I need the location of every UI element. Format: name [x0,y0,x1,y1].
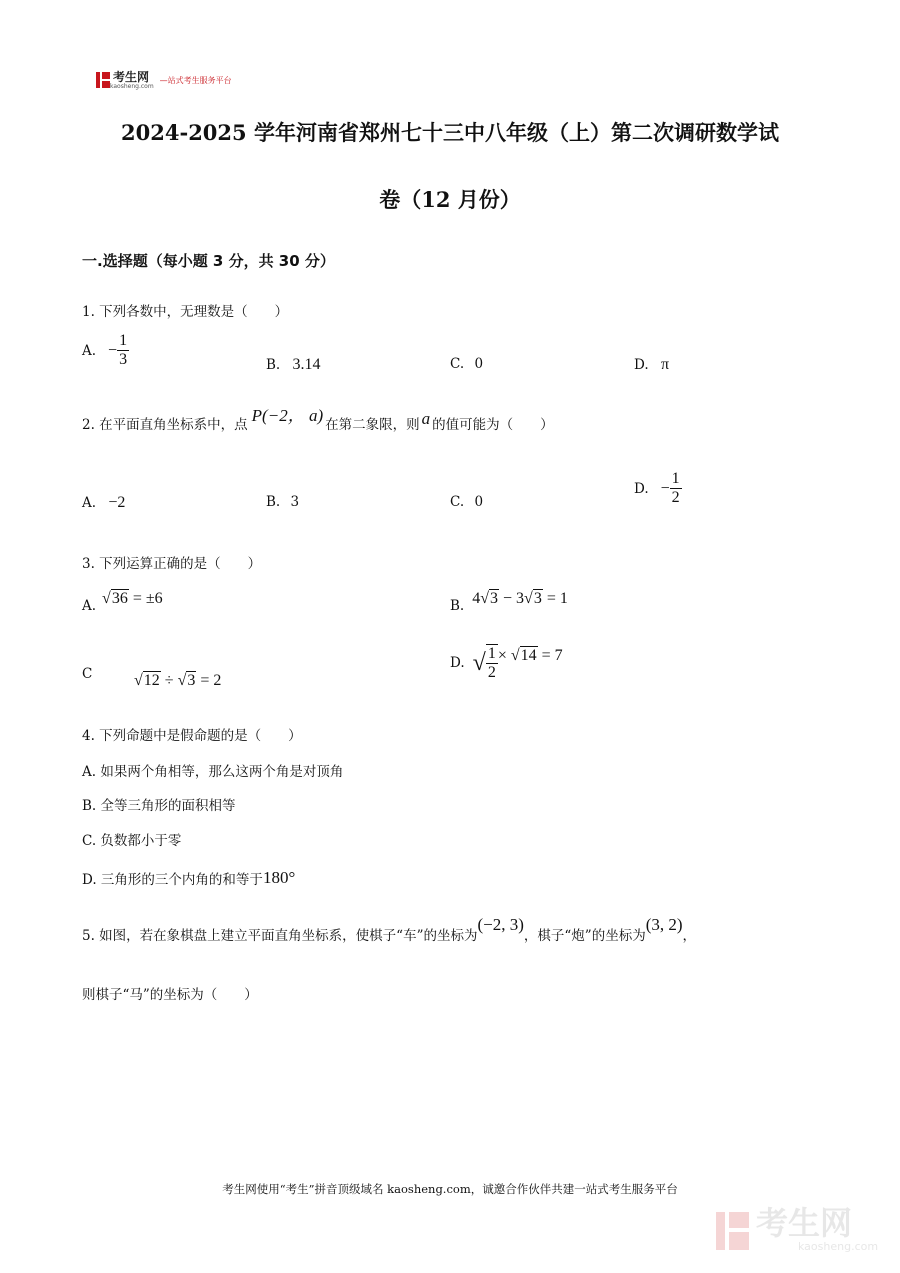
q4-option-c: C. 负数都小于零 [82,833,182,849]
q2-option-c: C. 0 [450,494,484,510]
q1-stem: 1. 下列各数中，无理数是（ ） [82,304,289,320]
q2-stem: 2. 在平面直角坐标系中，点 P(−2， a) 在第二象限，则 a 的值可能为（ ） [82,413,554,433]
q5-coord-pao: (3, 2) [645,915,683,934]
q1-option-b: B. 3.14 [266,356,321,373]
q1-a-sign: − [108,341,118,359]
q5-coord-che: (−2, 3) [477,915,524,934]
q1-option-c: C. 0 [450,356,484,372]
q3-option-c-label: C [82,666,93,682]
watermark-brand: 考生网 [756,1204,853,1242]
q5-stem-line2: 则棋子“马”的坐标为（ ） [82,987,258,1003]
q4-option-d: D. 三角形的三个内角的和等于 180° [82,868,296,888]
q2-option-a: A. −2 [82,494,126,511]
q2-option-d: D. − $\frac{1}{2}$ [634,470,680,506]
q3-option-b: B. 4√3 − 3√3 = 1 [450,590,568,614]
page-footer: 考生网使用“考生”拼音顶级域名 kaosheng.com，诚邀合作伙伴共建一站式考生服务平台 [222,1182,678,1196]
section-heading: 一.选择题（每小题 3 分，共 30 分） [82,252,335,270]
watermark-logo-icon [716,1208,750,1252]
logo-brand: 考生网 [113,69,150,84]
logo-tagline: —站式考生服务平台 [159,75,232,85]
q2-option-b: B. 3 [266,494,300,510]
q4-stem: 4. 下列命题中是假命题的是（ ） [82,728,302,744]
exam-title-line1: 2024-2025 学年河南省郑州七十三中八年级（上）第二次调研数学试 [121,120,779,145]
logo-domain: kaosheng.com [110,82,154,90]
q3-option-c: √12 ÷ √3 = 2 [134,672,222,689]
q5-stem-line1: 5. 如图，若在象棋盘上建立平面直角坐标系，使棋子“车”的坐标为 (−2, 3) ，棋子“炮”的坐标为 (3, 2) ， [82,915,697,944]
brand-logo-icon [96,70,110,90]
q4-option-b: B. 全等三角形的面积相等 [82,798,236,814]
exam-title-line2: 卷（12 月份） [379,187,521,212]
q3-option-d: D. √ $\frac{1}{2}$ × √14 = 7 [450,645,563,681]
q2-d-fraction: $\frac{1}{2}$ [671,470,680,506]
q3-option-a: A. √36 = ±6 [82,590,163,614]
watermark-domain: kaosheng.com [798,1240,879,1253]
q3-stem: 3. 下列运算正确的是（ ） [82,556,262,572]
q1-a-label: A. [82,342,97,359]
q1-option-d: D. π [634,356,670,373]
header-logo [96,70,232,90]
q2-point: P(−2， a) [251,405,324,425]
q1-a-fraction: $\frac{1}{3}$ [119,332,128,368]
watermark [716,1206,878,1253]
q4-option-a: A. 如果两个角相等，那么这两个角是对顶角 [82,764,344,780]
q1-option-a [82,332,129,369]
